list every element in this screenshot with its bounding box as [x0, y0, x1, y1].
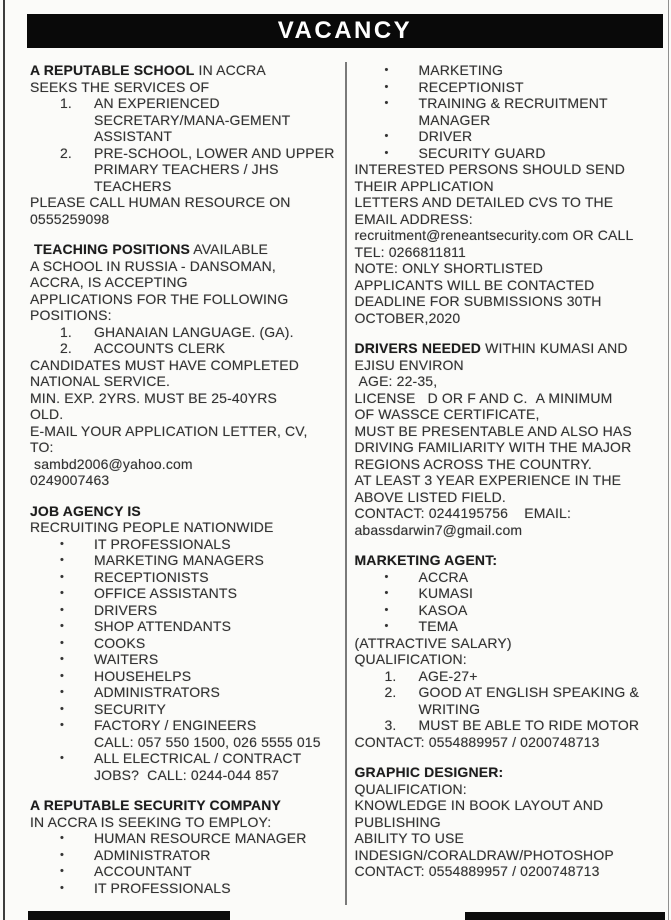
ad-section-security-company: [30, 797, 338, 896]
phone-text: CALL: 057 550 1500, 026 5555 015: [94, 733, 321, 750]
list-item-bullet: [30, 717, 338, 734]
ad-text-line: [30, 519, 338, 536]
bullet-icon: •: [60, 881, 65, 894]
text-span: AGE: 22-35,: [354, 373, 438, 389]
ad-text-line: [355, 178, 664, 195]
text-span: AT LEAST 3 YEAR EXPERIENCE IN THE: [354, 472, 622, 488]
item-text: RECEPTIONISTS: [94, 568, 209, 585]
ad-section-heading: [355, 552, 664, 569]
ad-text-line: [30, 423, 338, 440]
list-item-numbered: [355, 717, 664, 734]
item-text: TRAINING & RECRUITMENT MANAGER: [418, 95, 608, 128]
ad-text-line: [355, 439, 664, 456]
bullet-icon: •: [60, 537, 65, 550]
text-span: PUBLISHING: [354, 813, 441, 830]
bullet-icon: •: [60, 554, 65, 566]
ad-text-line: [355, 406, 664, 423]
ad-section-reputable-school: [30, 62, 338, 227]
list-item-bullet: [30, 602, 338, 619]
ad-text-line: [30, 194, 338, 211]
item-text: KUMASI: [418, 585, 474, 601]
text-span: SEEKS THE SERVICES OF: [30, 78, 210, 95]
text-span: LETTERS AND DETAILED CVS TO THE: [354, 194, 614, 210]
bullet-icon: •: [60, 719, 65, 731]
text-span: OCTOBER,2020: [354, 309, 461, 326]
list-item-bullet: [30, 880, 338, 897]
bullet-icon: •: [60, 636, 65, 649]
ad-text-line: [30, 274, 338, 291]
list-item-bullet: [355, 569, 664, 586]
list-item-bullet: [355, 618, 664, 635]
text-span: CONTACT: 0554889957 / 0200748713: [354, 863, 600, 879]
text-span: IN ACCRA: [194, 62, 266, 78]
bullet-icon: •: [384, 146, 389, 159]
item-number: 2.: [60, 340, 72, 356]
ad-text-line: [355, 423, 664, 440]
bullet-icon: •: [60, 603, 65, 616]
list-item-numbered: [30, 95, 338, 145]
ad-text-line: [355, 797, 664, 814]
item-text: IT PROFESSIONALS: [94, 879, 231, 896]
text-span: 0555259098: [30, 210, 110, 227]
text-span: OLD.: [30, 406, 64, 422]
phone-text: [30, 472, 338, 489]
list-item-bullet: [30, 585, 338, 602]
list-item-bullet: [30, 651, 338, 668]
item-text: RECEPTIONIST: [418, 78, 524, 95]
list-item-bullet: [355, 585, 664, 602]
text-span: LICENSE D OR F AND C. A MINIMUM: [354, 389, 613, 406]
ad-text-line: [30, 439, 338, 456]
text-span: CANDIDATES MUST HAVE COMPLETED: [30, 356, 299, 373]
ad-columns: [30, 62, 663, 910]
vacancy-header-bar: [27, 14, 663, 48]
item-number: 1.: [60, 95, 72, 111]
bullet-icon: •: [384, 587, 389, 599]
text-span: ABILITY TO USE: [354, 830, 464, 846]
ad-text-line: [355, 651, 664, 668]
ad-text-line: [355, 456, 664, 473]
item-text: ACCRA: [418, 568, 469, 585]
item-number: 2.: [384, 684, 397, 700]
heading-bold-text: GRAPHIC DESIGNER:: [354, 764, 504, 780]
ad-text-line: [355, 847, 664, 864]
item-text: AN EXPERIENCED SECRETARY/MANA-GEMENT ASSISTANT: [94, 95, 291, 144]
bullet-icon: •: [384, 130, 389, 142]
heading-bold-text: A REPUTABLE SCHOOL: [30, 62, 195, 78]
text-span: PLEASE CALL HUMAN RESOURCE ON: [30, 194, 291, 210]
item-text: KASOA: [418, 601, 468, 618]
list-item-bullet: [30, 618, 338, 635]
list-item-bullet: [30, 569, 338, 586]
text-span: TEL: 0266811811: [354, 243, 466, 260]
ad-text-line: [355, 472, 664, 489]
text-span: (ATTRACTIVE SALARY): [354, 634, 512, 651]
item-text: GOOD AT ENGLISH SPEAKING & WRITING: [418, 684, 639, 717]
heading-bold-text: A REPUTABLE SECURITY COMPANY: [30, 797, 282, 813]
ad-text-line: [30, 814, 338, 831]
text-span: QUALIFICATION:: [354, 780, 467, 797]
phone-text: [355, 505, 664, 522]
ad-text-line: [355, 293, 664, 310]
text-span: KNOWLEDGE IN BOOK LAYOUT AND: [354, 797, 604, 813]
text-span: IN ACCRA IS SEEKING TO EMPLOY:: [30, 813, 272, 830]
text-span: INTERESTED PERSONS SHOULD SEND: [354, 161, 626, 177]
next-ad-top-bar-left: [28, 911, 230, 920]
email-text: [355, 522, 664, 539]
text-span: WITHIN KUMASI AND: [481, 340, 628, 356]
bullet-icon: •: [60, 832, 65, 844]
item-number: 2.: [60, 144, 72, 161]
ad-text-line: [355, 781, 664, 798]
list-item-bullet: [30, 536, 338, 553]
ad-section-drivers-needed: [355, 340, 664, 538]
column-divider-line: [345, 62, 347, 905]
bullet-icon: •: [384, 603, 389, 616]
ad-section-heading: [355, 764, 664, 781]
item-text: MARKETING: [418, 62, 504, 78]
list-item-numbered: [30, 324, 338, 341]
item-text: AGE-27+: [418, 667, 478, 684]
ad-section-job-agency: [30, 503, 338, 784]
phone-text: [355, 244, 664, 261]
list-item-bullet: [355, 62, 664, 79]
left-column: [30, 62, 338, 910]
ad-text-line: [355, 194, 664, 211]
list-item-bullet: [355, 602, 664, 619]
text-span: EMAIL ADDRESS:: [354, 210, 473, 227]
text-span: INDESIGN/CORALDRAW/PHOTOSHOP: [354, 846, 614, 863]
text-span: QUALIFICATION:: [354, 651, 467, 667]
item-text: MUST BE ABLE TO RIDE MOTOR: [418, 717, 640, 733]
text-span: abassdarwin7@gmail.com: [354, 521, 523, 538]
phone-text: [355, 734, 664, 751]
ad-text-line: [30, 357, 338, 374]
ad-text-line: [355, 390, 664, 407]
text-span: APPLICATIONS FOR THE FOLLOWING: [30, 290, 289, 307]
item-text: OFFICE ASSISTANTS: [94, 585, 238, 601]
text-span: REGIONS ACROSS THE COUNTRY.: [354, 455, 592, 472]
text-span: EJISU ENVIRON: [354, 356, 464, 373]
ad-section-graphic-designer: [355, 764, 664, 880]
list-item-bullet: [30, 830, 338, 847]
item-text: ADMINISTRATORS: [94, 684, 221, 700]
item-number: 1.: [60, 323, 72, 340]
list-item-bullet: [30, 863, 338, 880]
ad-section-heading: [30, 503, 338, 520]
right-column: [355, 62, 664, 894]
text-span: DEADLINE FOR SUBMISSIONS 30TH: [354, 293, 602, 309]
text-span: MUST BE PRESENTABLE AND ALSO HAS: [354, 422, 632, 439]
text-span: AVAILABLE: [189, 241, 269, 257]
ad-section-heading: [30, 62, 338, 79]
text-span: APPLICANTS WILL BE CONTACTED: [354, 276, 595, 293]
bullet-icon: •: [60, 587, 65, 599]
item-text: DRIVERS: [94, 601, 158, 618]
page-edge-line-right: [668, 0, 669, 920]
ad-section-heading: [30, 241, 338, 258]
text-span: CONTACT: 0244195756 EMAIL:: [354, 505, 572, 521]
ad-text-line: [355, 211, 664, 228]
text-span: POSITIONS:: [30, 307, 112, 323]
ad-text-line: [355, 489, 664, 506]
text-span: THEIR APPLICATION: [354, 177, 494, 194]
item-text: HUMAN RESOURCE MANAGER: [94, 830, 307, 846]
list-item-bullet: [30, 552, 338, 569]
ad-text-line: [355, 277, 664, 294]
list-item-bullet: [30, 635, 338, 652]
list-item-bullet: [30, 684, 338, 701]
item-text: IT PROFESSIONALS: [94, 535, 231, 552]
bullet-icon: •: [60, 669, 65, 682]
list-item-numbered: [355, 668, 664, 685]
bullet-icon: •: [384, 64, 389, 76]
ad-text-line: [30, 258, 338, 275]
list-item-bullet: [30, 750, 338, 783]
ad-text-line: [355, 161, 664, 178]
item-text: SECURITY: [94, 700, 166, 717]
text-span: 0249007463: [30, 472, 110, 488]
ad-text-line: [355, 830, 664, 847]
item-number: 3.: [384, 717, 397, 733]
ad-text-line: [355, 373, 664, 390]
heading-bold-text: MARKETING AGENT:: [354, 552, 498, 568]
ad-section-teaching-positions: [30, 241, 338, 489]
item-text: MARKETING MANAGERS: [94, 552, 264, 568]
ad-text-line: [355, 814, 664, 831]
text-span: ABOVE LISTED FIELD.: [354, 488, 506, 505]
list-item-bullet: [355, 128, 664, 145]
list-item-numbered: [30, 340, 338, 357]
bullet-icon: •: [384, 80, 389, 93]
text-span: NATIONAL SERVICE.: [30, 373, 170, 389]
item-text: HOUSEHELPS: [94, 667, 192, 684]
bullet-icon: •: [384, 570, 389, 583]
phone-text: [30, 211, 338, 228]
item-text: WAITERS: [94, 651, 159, 667]
bullet-icon: •: [60, 848, 65, 861]
next-ad-top-bar-right: [465, 912, 665, 920]
ad-text-line: [30, 373, 338, 390]
text-span: CONTACT: 0554889957 / 0200748713: [354, 733, 600, 750]
item-number: 1.: [384, 667, 397, 684]
heading-bold-text: TEACHING POSITIONS: [30, 241, 190, 257]
text-span: DRIVING FAMILIARITY WITH THE MAJOR: [354, 439, 632, 455]
ad-text-line: [30, 291, 338, 308]
bullet-icon: •: [384, 620, 389, 632]
text-span: ACCRA, IS ACCEPTING: [30, 274, 188, 290]
list-item-bullet: [30, 668, 338, 685]
item-text: SHOP ATTENDANTS: [94, 618, 232, 634]
page-edge-line-left: [3, 0, 5, 920]
ad-section-heading: [30, 797, 338, 814]
phone-text: [355, 863, 664, 880]
list-item-bullet: [30, 847, 338, 864]
ad-text-line: [30, 406, 338, 423]
text-span: OF WASSCE CERTIFICATE,: [354, 406, 540, 422]
item-text: ALL ELECTRICAL / CONTRACT JOBS? CALL: 0244-044 857: [94, 750, 302, 783]
item-text: ACCOUNTANT: [94, 863, 192, 879]
bullet-icon: •: [60, 620, 65, 632]
list-item-bullet: [355, 79, 664, 96]
list-item-numbered: [355, 684, 664, 717]
item-text: SECURITY GUARD: [418, 144, 546, 161]
item-text: GHANAIAN LANGUAGE. (GA).: [94, 323, 294, 340]
ad-section-security-company-roles: [355, 62, 664, 326]
text-span: MIN. EXP. 2YRS. MUST BE 25-40YRS: [30, 389, 278, 406]
bullet-icon: •: [60, 752, 65, 764]
item-text: ACCOUNTS CLERK: [94, 340, 226, 356]
item-text: PRE-SCHOOL, LOWER AND UPPER PRIMARY TEACHERS / JHS TEACHERS: [94, 144, 335, 194]
text-span: sambd2006@yahoo.com: [30, 455, 193, 472]
bullet-icon: •: [60, 686, 65, 698]
bullet-icon: •: [384, 97, 389, 109]
text-span: E-MAIL YOUR APPLICATION LETTER, CV,: [30, 422, 308, 439]
bullet-icon: •: [60, 653, 65, 665]
list-item-bullet: [30, 701, 338, 718]
heading-bold-text: JOB AGENCY IS: [30, 502, 141, 519]
list-item-numbered: [30, 145, 338, 195]
ad-text-line: [30, 307, 338, 324]
ad-text-line: [30, 79, 338, 96]
vacancy-title: VACANCY: [277, 17, 413, 44]
email-text: [355, 227, 664, 244]
text-span: recruitment@reneantsecurity.com OR CALL: [354, 227, 634, 243]
heading-bold-text: DRIVERS NEEDED: [354, 340, 482, 356]
list-item-bullet: [355, 95, 664, 128]
bullet-icon: •: [60, 570, 65, 583]
ad-text-line: [355, 310, 664, 327]
text-span: A SCHOOL IN RUSSIA - DANSOMAN,: [30, 257, 276, 274]
text-span: RECRUITING PEOPLE NATIONWIDE: [30, 519, 274, 535]
item-text: FACTORY / ENGINEERS: [94, 717, 257, 733]
ad-text-line: [30, 390, 338, 407]
list-item-bullet: [355, 145, 664, 162]
ad-text-line: [355, 260, 664, 277]
bullet-icon: •: [60, 865, 65, 877]
item-text: ADMINISTRATOR: [94, 846, 211, 863]
item-text: TEMA: [418, 618, 458, 634]
item-text: COOKS: [94, 634, 146, 651]
text-span: NOTE: ONLY SHORTLISTED: [354, 260, 543, 276]
ad-text-line: [355, 635, 664, 652]
item-text: DRIVER: [418, 128, 473, 144]
ad-section-heading: [355, 340, 664, 357]
email-text: [30, 456, 338, 473]
bullet-icon: •: [60, 702, 65, 715]
ad-section-marketing-agent: [355, 552, 664, 750]
text-span: TO:: [30, 439, 54, 455]
ad-text-line: [355, 357, 664, 374]
